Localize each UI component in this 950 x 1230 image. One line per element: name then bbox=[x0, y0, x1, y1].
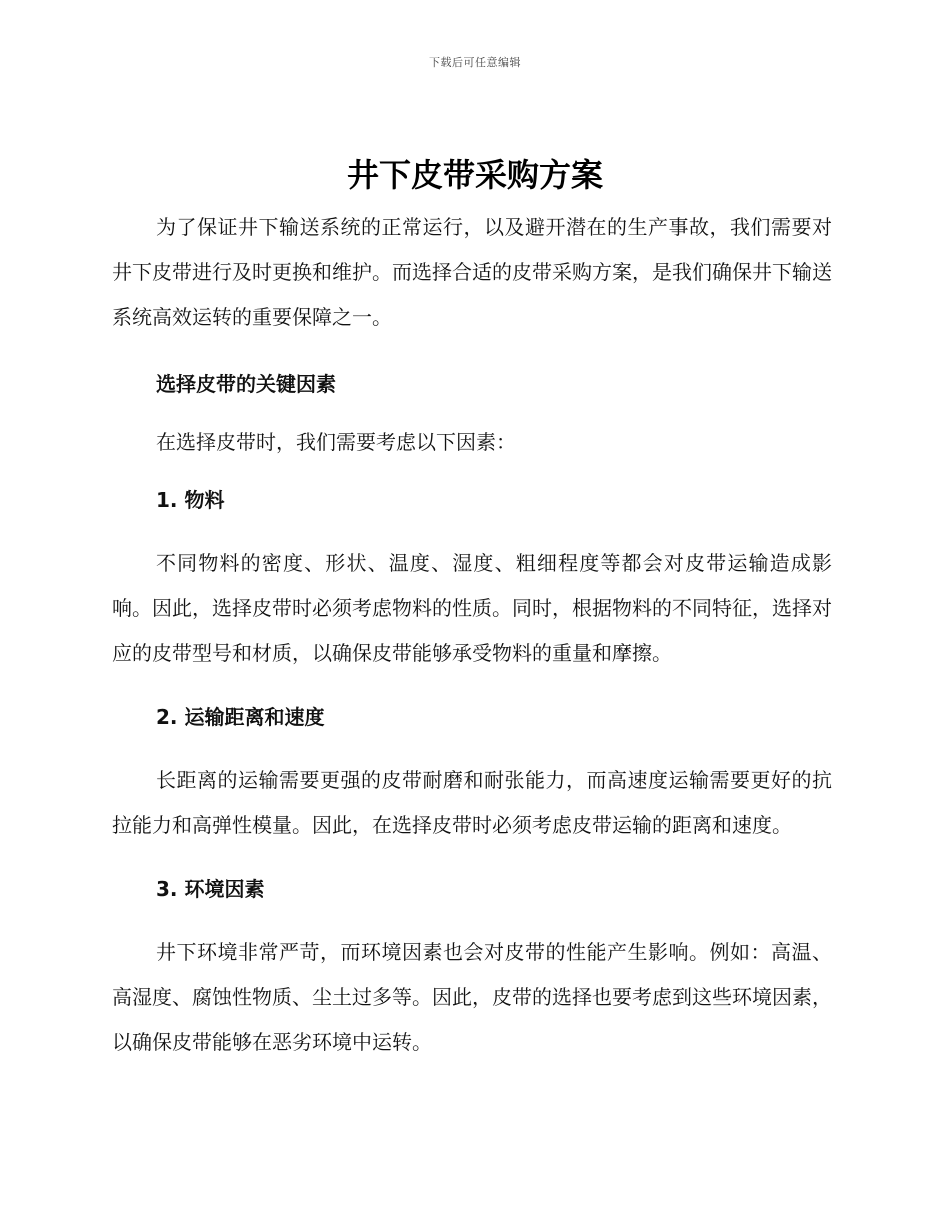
factor-heading-distance-speed: 2. 运输距离和速度 bbox=[156, 705, 325, 729]
factor-heading-environment: 3. 环境因素 bbox=[156, 877, 265, 901]
factor-body-distance-speed: 长距离的运输需要更强的皮带耐磨和耐张能力，而高速度运输需要更好的抗拉能力和高弹性模量。因此，在选择皮带时必须考虑皮带运输的距离和速度。 bbox=[112, 768, 832, 837]
page-header-note: 下载后可任意编辑 bbox=[429, 56, 521, 69]
section-heading: 选择皮带的关键因素 bbox=[156, 372, 336, 396]
document-body bbox=[112, 205, 832, 1065]
document-title: 井下皮带采购方案 bbox=[346, 156, 603, 194]
intro-paragraph: 为了保证井下输送系统的正常运行，以及避开潜在的生产事故，我们需要对井下皮带进行及时更换和维护。而选择合适的皮带采购方案，是我们确保井下输送系统高效运转的重要保障之一。 bbox=[112, 215, 832, 329]
factor-body-environment: 井下环境非常严苛，而环境因素也会对皮带的性能产生影响。例如：高温、高湿度、腐蚀性物质、尘土过多等。因此，皮带的选择也要考虑到这些环境因素，以确保皮带能够在恶劣环境中运转。 bbox=[112, 940, 832, 1054]
factor-body-material: 不同物料的密度、形状、温度、湿度、粗细程度等都会对皮带运输造成影响。因此，选择皮带时必须考虑物料的性质。同时，根据物料的不同特征，选择对应的皮带型号和材质，以确保皮带能够承受物料的重量和摩擦。 bbox=[112, 551, 832, 665]
factor-heading-material: 1. 物料 bbox=[156, 488, 225, 512]
lead-paragraph: 在选择皮带时，我们需要考虑以下因素： bbox=[156, 430, 516, 454]
